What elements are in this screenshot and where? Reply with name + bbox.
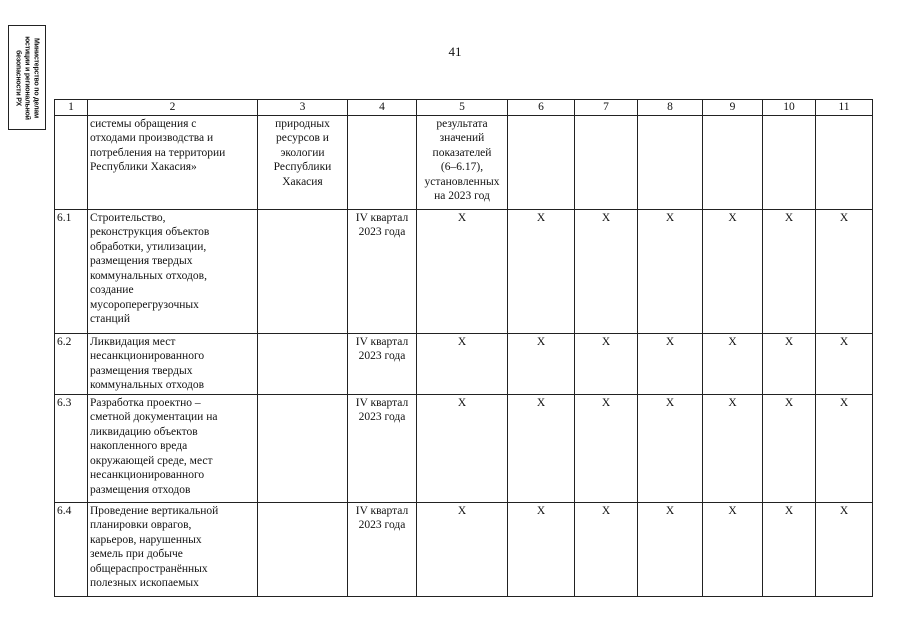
row-executor-empty [258,333,348,394]
text-line: ресурсов и [276,132,329,144]
text-line: планировки оврагов, [90,519,192,531]
column-number-7: 7 [575,100,638,116]
row-mark: Х [703,394,763,502]
text-line: Строительство, [90,211,166,224]
text-line: (6–6.17), [440,161,484,173]
cell-empty [816,115,873,209]
text-line: Республики [273,161,332,173]
row-mark: Х [638,209,703,333]
text-line: потребления на территории [90,146,226,159]
text-line: отходами производства и [90,132,214,144]
text-line: сметной документации на [90,411,218,423]
cell-empty [763,115,816,209]
row-period [348,502,417,596]
row-mark: Х [575,502,638,596]
text-line: системы обращения с [90,117,197,130]
cell-empty [703,115,763,209]
stamp-line: Министерство по делам [32,37,40,118]
text-line: экологии [280,146,325,159]
row-mark: Х [417,502,508,596]
row-mark: Х [575,209,638,333]
column-number-10: 10 [763,100,816,116]
row-mark: Х [575,394,638,502]
row-mark: Х [638,333,703,394]
row-mark: Х [763,394,816,502]
text-line: ликвидацию объектов [90,425,198,438]
stamp-text [14,28,41,128]
continuation-row [55,115,873,209]
column-number-4: 4 [348,100,417,116]
row-mark: Х [417,209,508,333]
row-activity-name [88,394,258,502]
table-row [55,333,873,394]
column-number-6: 6 [508,100,575,116]
cell-continuation-result [417,115,508,209]
row-mark: Х [816,394,873,502]
cell-empty [575,115,638,209]
stamp-line: безопасности РХ [14,49,22,106]
cell-num-empty [55,115,88,209]
text-line: 2023 года [358,226,406,238]
row-mark: Х [417,394,508,502]
row-mark: Х [703,333,763,394]
text-line: станций [90,313,130,325]
column-number-5: 5 [417,100,508,116]
stamp-line: юстиции и региональной [23,35,31,120]
column-number-8: 8 [638,100,703,116]
text-line: IV квартал [355,504,409,517]
row-mark: Х [575,333,638,394]
column-numbers-row [55,100,873,116]
text-line: Проведение вертикальной [90,504,219,517]
row-mark: Х [703,209,763,333]
text-line: 2023 года [358,519,406,531]
row-mark: Х [508,502,575,596]
text-line: коммунальных отходов [90,379,205,391]
row-mark: Х [508,209,575,333]
text-line: накопленного вреда [90,440,188,452]
text-line: результата [436,117,488,130]
text-line: обработки, утилизации, [90,240,207,253]
page-number: 41 [448,44,462,59]
row-number: 6.3 [55,394,88,502]
column-number-3: 3 [258,100,348,116]
text-line: земель при добыче [90,548,183,560]
row-mark: Х [763,502,816,596]
column-number-2: 2 [88,100,258,116]
text-line: несанкционированного [90,469,205,481]
text-line: IV квартал [355,335,409,348]
cell-empty [638,115,703,209]
row-mark: Х [508,333,575,394]
text-line: Республики Хакасия» [90,161,197,173]
cell-empty [508,115,575,209]
column-number-11: 11 [816,100,873,116]
cell-empty [348,115,417,209]
table-row [55,502,873,596]
text-line: Ликвидация мест [90,335,176,348]
text-line: 2023 года [358,350,406,362]
text-line: 2023 года [358,411,406,423]
row-mark: Х [417,333,508,394]
text-line: мусороперегрузочных [90,298,199,311]
text-line: создание [90,284,134,296]
column-number-1: 1 [55,100,88,116]
text-line: несанкционированного [90,350,205,362]
text-line: Хакасия [282,175,323,188]
row-mark: Х [638,502,703,596]
row-executor-empty [258,502,348,596]
row-number: 6.4 [55,502,88,596]
row-activity-name [88,209,258,333]
text-line: IV квартал [355,396,409,409]
document-table [54,99,873,597]
row-activity-name [88,333,258,394]
row-executor-empty [258,209,348,333]
row-mark: Х [638,394,703,502]
text-line: на 2023 год [434,190,490,202]
row-number: 6.2 [55,333,88,394]
text-line: значений [439,132,485,144]
text-line: природных [275,117,330,130]
text-line: IV квартал [355,211,409,224]
text-line: окружающей среде, мест [90,454,213,467]
row-executor-empty [258,394,348,502]
row-number: 6.1 [55,209,88,333]
text-line: Разработка проектно – [90,396,201,409]
text-line: полезных ископаемых [90,577,199,589]
row-mark: Х [816,209,873,333]
row-mark: Х [763,333,816,394]
row-activity-name [88,502,258,596]
column-number-9: 9 [703,100,763,116]
text-line: реконструкция объектов [90,226,210,238]
cell-continuation-name [88,115,258,209]
text-line: установленных [424,175,500,188]
text-line: карьеров, нарушенных [90,533,202,546]
registration-stamp [8,25,46,130]
text-line: размещения твердых [90,255,193,267]
row-mark: Х [763,209,816,333]
text-line: показателей [432,146,492,159]
row-period [348,209,417,333]
text-line: коммунальных отходов, [90,269,207,282]
text-line: размещения твердых [90,364,193,377]
cell-continuation-executor [258,115,348,209]
table-row [55,209,873,333]
row-period [348,333,417,394]
row-mark: Х [816,333,873,394]
row-mark: Х [816,502,873,596]
row-mark: Х [508,394,575,502]
row-mark: Х [703,502,763,596]
text-line: размещения отходов [90,483,191,496]
table-row [55,394,873,502]
row-period [348,394,417,502]
text-line: общераспространённых [90,562,208,575]
